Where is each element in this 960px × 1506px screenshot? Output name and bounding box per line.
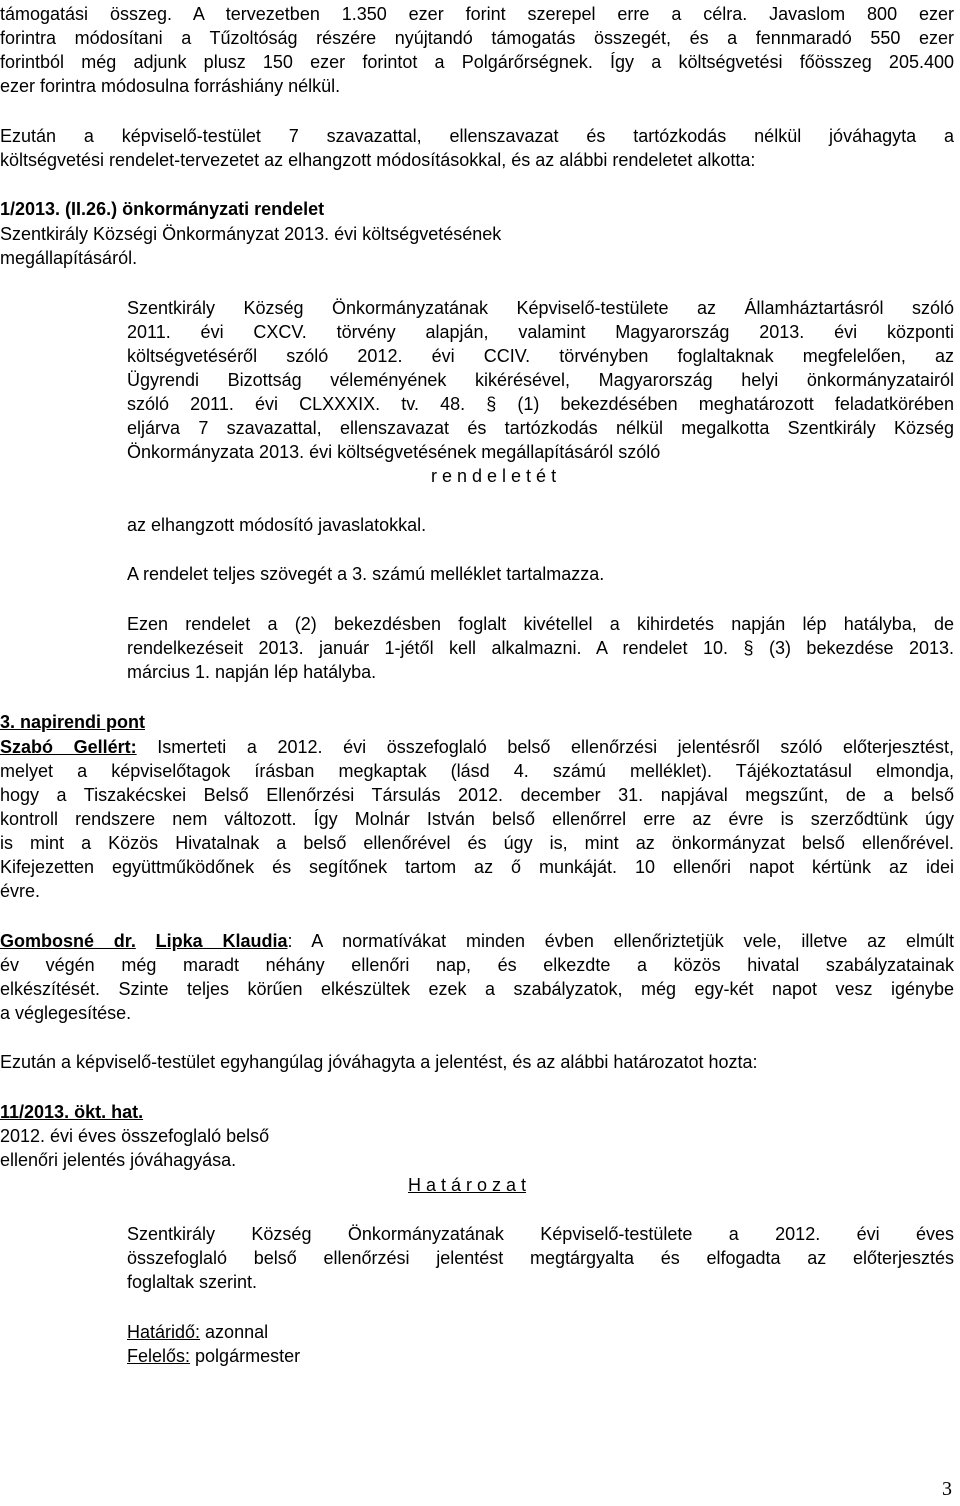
rendelet-text: A rendelet teljes szövegét a 3. számú melléklet tartalmazza.: [127, 564, 605, 584]
resolution-body-line: összefoglaló belső ellenőrzési jelentést megtárgyalta és elfogadta az előterjesztés: [127, 1248, 954, 1268]
paragraph-line: év végén még maradt néhány ellenőri nap, és elkezdte a közös hivatal szabályzatainak: [0, 955, 954, 975]
speaker-name: Gombosné dr.: [0, 931, 136, 951]
responsible-label: Felelős:: [127, 1346, 191, 1366]
responsible: Felelős: polgármester: [127, 1346, 301, 1366]
paragraph-line: Ezután a képviselő-testület 7 szavazattal, ellenszavazat és tartózkodás nélkül jóváhagyta a: [0, 126, 954, 146]
deadline-label: Határidő:: [127, 1322, 201, 1342]
rendelet-body-line: Ügyrendi Bizottság véleményének kikérésével, Magyarország helyi önkormányzatairól: [127, 370, 954, 390]
rendelet-title: Szentkirály Községi Önkormányzat 2013. évi költségvetésének: [0, 224, 502, 244]
paragraph-line: elkészítését. Szinte teljes körűen elkészültek ezek a szabályzatok, még egy-két napot vesz igénybe: [0, 979, 954, 999]
deadline: Határidő: azonnal: [127, 1322, 269, 1342]
rendelet-body-line: szóló 2011. évi CLXXXIX. tv. 48. § (1) bekezdésében meghatározott feladatkörében: [127, 394, 954, 414]
paragraph-line: támogatási összeg. A tervezetben 1.350 ezer forint szerepel erre a célra. Javaslom 800 ezer: [0, 4, 954, 24]
rendelet-number: 1/2013. (II.26.) önkormányzati rendelet: [0, 199, 325, 219]
rendelet-body-line: Önkormányzata 2013. évi költségvetésének megállapításáról szóló: [127, 442, 661, 462]
paragraph-line: forintból még adjunk plusz 150 ezer forintot a Polgárőrségnek. Így a költségvetési főösszeg 205.400: [0, 52, 954, 72]
paragraph-line: kontroll rendszere nem változott. Így Molnár István belső ellenőrrel erre az évre is szerződtünk úgy: [0, 809, 954, 829]
resolution-subject: 2012. évi éves összefoglaló belső: [0, 1126, 270, 1146]
rendelet-heading: r e n d e l e t é t: [431, 466, 557, 486]
paragraph-line: Gombosné dr. Lipka Klaudia: A normatívákat minden évben ellenőriztetjük vele, illetve az elmúlt: [0, 931, 954, 951]
paragraph-line: költségvetési rendelet-tervezetet az elhangzott módosításokkal, és az alábbi rendeletet alkotta:: [0, 150, 756, 170]
rendelet-body-line: költségvetéséről szóló 2012. évi CCIV. törvényben foglaltaknak megfelelően, az: [127, 346, 954, 366]
paragraph-line: melyet a képviselőtagok írásban megkaptak (lásd 4. számú melléklet). Tájékoztatásul elmondja,: [0, 761, 954, 781]
resolution-number: 11/2013. ökt. hat.: [0, 1102, 144, 1122]
rendelet-modification: az elhangzott módosító javaslatokkal.: [127, 515, 427, 535]
rendelet-effect-line: március 1. napján lép hatályba.: [127, 662, 377, 682]
paragraph-line: hogy a Tiszakécskei Belső Ellenőrzési Társulás 2012. december 31. napjával megszűnt, de a belső: [0, 785, 954, 805]
paragraph-line: is mint a Közös Hivatalnak a belső ellenőrével és úgy is, mint az önkormányzat belső ellenőrével.: [0, 833, 954, 853]
resolution-subject: ellenőri jelentés jóváhagyása.: [0, 1150, 237, 1170]
paragraph-line: évre.: [0, 881, 41, 901]
paragraph-line: Ezután a képviselő-testület egyhangúlag jóváhagyta a jelentést, és az alábbi határozatot hozta:: [0, 1052, 758, 1072]
paragraph-line: Kifejezetten együttműködőnek és segítőnek tartom az ő munkáját. 10 ellenőri napot kértünk az idei: [0, 857, 954, 877]
speaker-name: Szabó Gellért:: [0, 737, 137, 757]
rendelet-body-line: 2011. évi CXCV. törvény alapján, valamint Magyarország 2013. évi központi: [127, 322, 954, 342]
resolution-body-line: Szentkirály Község Önkormányzatának Képviselő-testülete a 2012. évi éves: [127, 1224, 954, 1244]
resolution-heading: H a t á r o z a t: [408, 1175, 527, 1195]
rendelet-title: megállapításáról.: [0, 248, 138, 268]
paragraph-line: forintra módosítani a Tűzoltóság részére nyújtandó támogatás összegét, és a fennmaradó 550 ezer: [0, 28, 954, 48]
paragraph-line: Szabó Gellért: Ismerteti a 2012. évi összefoglaló belső ellenőrzési jelentésről szóló előterjesztést,: [0, 737, 955, 757]
resolution-body-line: foglaltak szerint.: [127, 1272, 258, 1292]
speaker-name: Lipka Klaudia: [155, 931, 288, 951]
rendelet-body-line: eljárva 7 szavazattal, ellenszavazat és tartózkodás nélkül megalkotta Szentkirály Község: [127, 418, 954, 438]
rendelet-body-line: Szentkirály Község Önkormányzatának Képviselő-testülete az Államháztartásról szóló: [127, 298, 954, 318]
rendelet-effect-line: rendelkezéseit 2013. január 1-jétől kell alkalmazni. A rendelet 10. § (3) bekezdése 2013.: [127, 638, 954, 658]
page-number: 3: [942, 1478, 952, 1500]
rendelet-effect-line: Ezen rendelet a (2) bekezdésben foglalt kivétellel a kihirdetés napján lép hatályba, de: [127, 614, 954, 634]
paragraph-line: a véglegesítése.: [0, 1003, 132, 1023]
paragraph-line: ezer forintra módosulna forráshiány nélkül.: [0, 76, 341, 96]
agenda-title: 3. napirendi pont: [0, 712, 146, 732]
